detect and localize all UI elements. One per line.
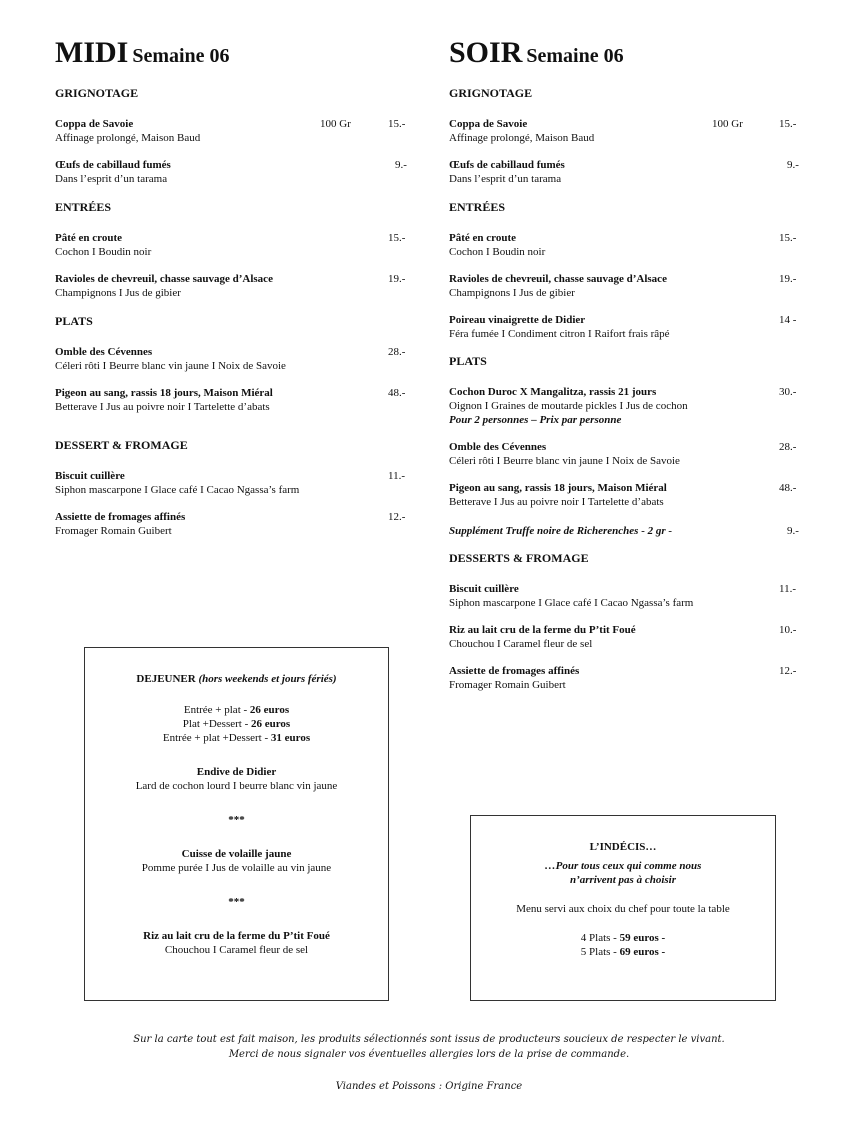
item-desc: Dans l’esprit d’un tarama bbox=[55, 173, 168, 185]
midi-title-main: MIDI bbox=[55, 36, 129, 69]
item-name: Supplément Truffe noire de Richerenches - 2 gr - bbox=[449, 525, 673, 537]
menu-item-coppa bbox=[449, 117, 804, 145]
menu-item-cochon bbox=[449, 385, 804, 427]
item-price: 9.- bbox=[395, 159, 407, 171]
option-price: 59 euros - bbox=[619, 932, 666, 944]
option-text: 5 Plats - bbox=[580, 946, 620, 958]
formula-text: Plat +Dessert - bbox=[182, 718, 251, 730]
dish-desc: Lard de cochon lourd I beurre blanc vin jaune bbox=[135, 780, 338, 792]
formula-line bbox=[85, 717, 388, 731]
dish-name: Cuisse de volaille jaune bbox=[181, 848, 292, 860]
item-price: 28.- bbox=[779, 441, 797, 453]
menu-item-biscuit bbox=[449, 582, 804, 610]
dejeuner-heading bbox=[85, 672, 388, 686]
dejeuner-box bbox=[84, 647, 389, 1001]
item-name: Omble des Cévennes bbox=[55, 346, 153, 358]
item-price: 9.- bbox=[787, 159, 799, 171]
item-desc: Affinage prolongé, Maison Baud bbox=[449, 132, 595, 144]
item-name: Ravioles de chevreuil, chasse sauvage d’Alsace bbox=[55, 273, 273, 285]
item-qty: 100 Gr bbox=[712, 118, 743, 130]
item-price: 12.- bbox=[779, 665, 797, 677]
item-price: 48.- bbox=[779, 482, 797, 494]
item-price: 14 - bbox=[779, 314, 797, 326]
midi-column bbox=[55, 36, 407, 538]
item-note: Pour 2 personnes – Prix par personne bbox=[449, 414, 622, 426]
soir-title-week: Semaine 06 bbox=[526, 45, 624, 67]
item-desc: Féra fumée I Condiment citron I Raifort frais râpé bbox=[449, 328, 670, 340]
item-price: 28.- bbox=[388, 346, 406, 358]
item-desc: Betterave I Jus au poivre noir I Tartelette d’abats bbox=[55, 401, 270, 413]
section-plats: PLATS bbox=[55, 314, 93, 328]
item-desc: Affinage prolongé, Maison Baud bbox=[55, 132, 201, 144]
item-desc: Chouchou I Caramel fleur de sel bbox=[449, 638, 593, 650]
option-price: 69 euros - bbox=[619, 946, 666, 958]
item-name: Pigeon au sang, rassis 18 jours, Maison Miéral bbox=[55, 387, 273, 399]
menu-item-pigeon bbox=[449, 481, 804, 509]
item-name: Riz au lait cru de la ferme du P’tit Foué bbox=[449, 624, 636, 636]
section-entrees: ENTRÉES bbox=[55, 200, 112, 214]
item-desc: Fromager Romain Guibert bbox=[449, 679, 566, 691]
menu-item-ravioles bbox=[55, 272, 406, 300]
item-price: 11.- bbox=[779, 583, 797, 595]
item-name: Biscuit cuillère bbox=[449, 583, 519, 595]
item-price: 12.- bbox=[388, 511, 406, 523]
item-desc: Céleri rôti I Beurre blanc vin jaune I Noix de Savoie bbox=[55, 360, 286, 372]
midi-title-week: Semaine 06 bbox=[132, 45, 230, 67]
item-name: Coppa de Savoie bbox=[55, 118, 134, 130]
menu-item-fromages bbox=[449, 664, 804, 692]
item-desc: Betterave I Jus au poivre noir I Tartelette d’abats bbox=[449, 496, 664, 508]
item-price: 15.- bbox=[388, 118, 406, 130]
item-price: 11.- bbox=[388, 470, 406, 482]
separator: *** bbox=[228, 896, 245, 908]
item-desc: Siphon mascarpone I Glace café I Cacao Ngassa’s farm bbox=[449, 597, 694, 609]
dejeuner-note: (hors weekends et jours fériés) bbox=[198, 673, 337, 685]
menu-item-oeufs bbox=[449, 158, 804, 186]
formula-price: 31 euros bbox=[270, 732, 311, 744]
menu-item-ravioles bbox=[449, 272, 804, 300]
item-name: Assiette de fromages affinés bbox=[449, 665, 580, 677]
menu-item-pate bbox=[55, 231, 406, 259]
item-price: 15.- bbox=[388, 232, 406, 244]
item-name: Œufs de cabillaud fumés bbox=[449, 159, 565, 171]
formula-price: 26 euros bbox=[251, 718, 291, 730]
item-price: 19.- bbox=[388, 273, 406, 285]
item-desc: Cochon I Boudin noir bbox=[449, 246, 546, 258]
menu-item-riz bbox=[449, 623, 804, 651]
item-desc: Dans l’esprit d’un tarama bbox=[449, 173, 562, 185]
item-name: Ravioles de chevreuil, chasse sauvage d’Alsace bbox=[449, 273, 667, 285]
midi-title bbox=[55, 38, 400, 68]
item-name: Coppa de Savoie bbox=[449, 118, 528, 130]
separator: *** bbox=[228, 814, 245, 826]
dejeuner-title: DEJEUNER bbox=[136, 673, 196, 685]
indecis-title: L’INDÉCIS… bbox=[589, 841, 657, 853]
item-price: 10.- bbox=[779, 624, 797, 636]
soir-column bbox=[449, 38, 804, 692]
footer-note: Sur la carte tout est fait maison, les produits sélectionnés sont issus de producteurs soucieux de respecter le vivant. bbox=[133, 1034, 725, 1045]
item-name: Poireau vinaigrette de Didier bbox=[449, 314, 586, 326]
footer-allergies: Merci de nous signaler vos éventuelles allergies lors de la prise de commande. bbox=[228, 1049, 630, 1060]
menu-item-omble bbox=[449, 440, 804, 468]
indecis-desc: Menu servi aux choix du chef pour toute la table bbox=[516, 903, 730, 915]
section-grignotage: GRIGNOTAGE bbox=[449, 86, 533, 100]
item-name: Pâté en croute bbox=[449, 232, 516, 244]
soir-title-main: SOIR bbox=[449, 36, 523, 69]
dish-name: Endive de Didier bbox=[196, 766, 277, 778]
section-grignotage: GRIGNOTAGE bbox=[55, 86, 139, 100]
section-desserts: DESSERTS & FROMAGE bbox=[449, 551, 589, 565]
item-price: 19.- bbox=[779, 273, 797, 285]
item-desc: Fromager Romain Guibert bbox=[55, 525, 172, 537]
footer-origin: Viandes et Poissons : Origine France bbox=[335, 1081, 523, 1092]
item-price: 30.- bbox=[779, 386, 797, 398]
item-desc: Cochon I Boudin noir bbox=[55, 246, 152, 258]
menu-item-pigeon bbox=[55, 386, 406, 414]
item-name: Biscuit cuillère bbox=[55, 470, 125, 482]
indecis-option bbox=[471, 945, 775, 959]
menu-item-poireau bbox=[449, 313, 804, 341]
item-name: Cochon Duroc X Mangalitza, rassis 21 jours bbox=[449, 386, 657, 398]
menu-item-fromages bbox=[55, 510, 406, 538]
indecis-box bbox=[470, 815, 776, 1001]
indecis-tagline: n’arrivent pas à choisir bbox=[569, 874, 677, 886]
item-desc: Champignons I Jus de gibier bbox=[449, 287, 575, 299]
item-name: Œufs de cabillaud fumés bbox=[55, 159, 171, 171]
soir-title bbox=[449, 38, 804, 68]
item-desc: Céleri rôti I Beurre blanc vin jaune I Noix de Savoie bbox=[449, 455, 680, 467]
section-dessert: DESSERT & FROMAGE bbox=[55, 438, 188, 452]
indecis-option bbox=[471, 931, 775, 945]
menu-item-coppa bbox=[55, 117, 406, 145]
dish-name: Riz au lait cru de la ferme du P’tit Foué bbox=[143, 930, 330, 942]
section-entrees: ENTRÉES bbox=[449, 200, 506, 214]
option-text: 4 Plats - bbox=[580, 932, 620, 944]
item-name: Omble des Cévennes bbox=[449, 441, 547, 453]
formula-price: 26 euros bbox=[249, 704, 290, 716]
item-name: Pigeon au sang, rassis 18 jours, Maison Miéral bbox=[449, 482, 667, 494]
item-price: 48.- bbox=[388, 387, 406, 399]
menu-item-truffe bbox=[449, 524, 804, 538]
indecis-tagline: …Pour tous ceux qui comme nous bbox=[544, 860, 702, 872]
item-desc: Siphon mascarpone I Glace café I Cacao Ngassa’s farm bbox=[55, 484, 300, 496]
menu-item-omble bbox=[55, 345, 406, 373]
menu-item-biscuit bbox=[55, 469, 406, 497]
menu-item-oeufs bbox=[55, 158, 407, 186]
item-qty: 100 Gr bbox=[320, 118, 351, 130]
dish-desc: Pomme purée I Jus de volaille au vin jaune bbox=[141, 862, 332, 874]
item-desc: Oignon I Graines de moutarde pickles I Jus de cochon bbox=[449, 400, 688, 412]
item-name: Assiette de fromages affinés bbox=[55, 511, 186, 523]
item-name: Pâté en croute bbox=[55, 232, 122, 244]
formula-line bbox=[85, 703, 388, 717]
formula-text: Entrée + plat +Dessert - bbox=[162, 732, 271, 744]
menu-item-pate bbox=[449, 231, 804, 259]
dish-desc: Chouchou I Caramel fleur de sel bbox=[164, 944, 309, 956]
section-plats: PLATS bbox=[449, 354, 487, 368]
item-price: 15.- bbox=[779, 118, 797, 130]
item-price: 9.- bbox=[787, 525, 799, 537]
formula-line bbox=[85, 731, 388, 745]
item-desc: Champignons I Jus de gibier bbox=[55, 287, 181, 299]
item-price: 15.- bbox=[779, 232, 797, 244]
formula-text: Entrée + plat - bbox=[183, 704, 250, 716]
